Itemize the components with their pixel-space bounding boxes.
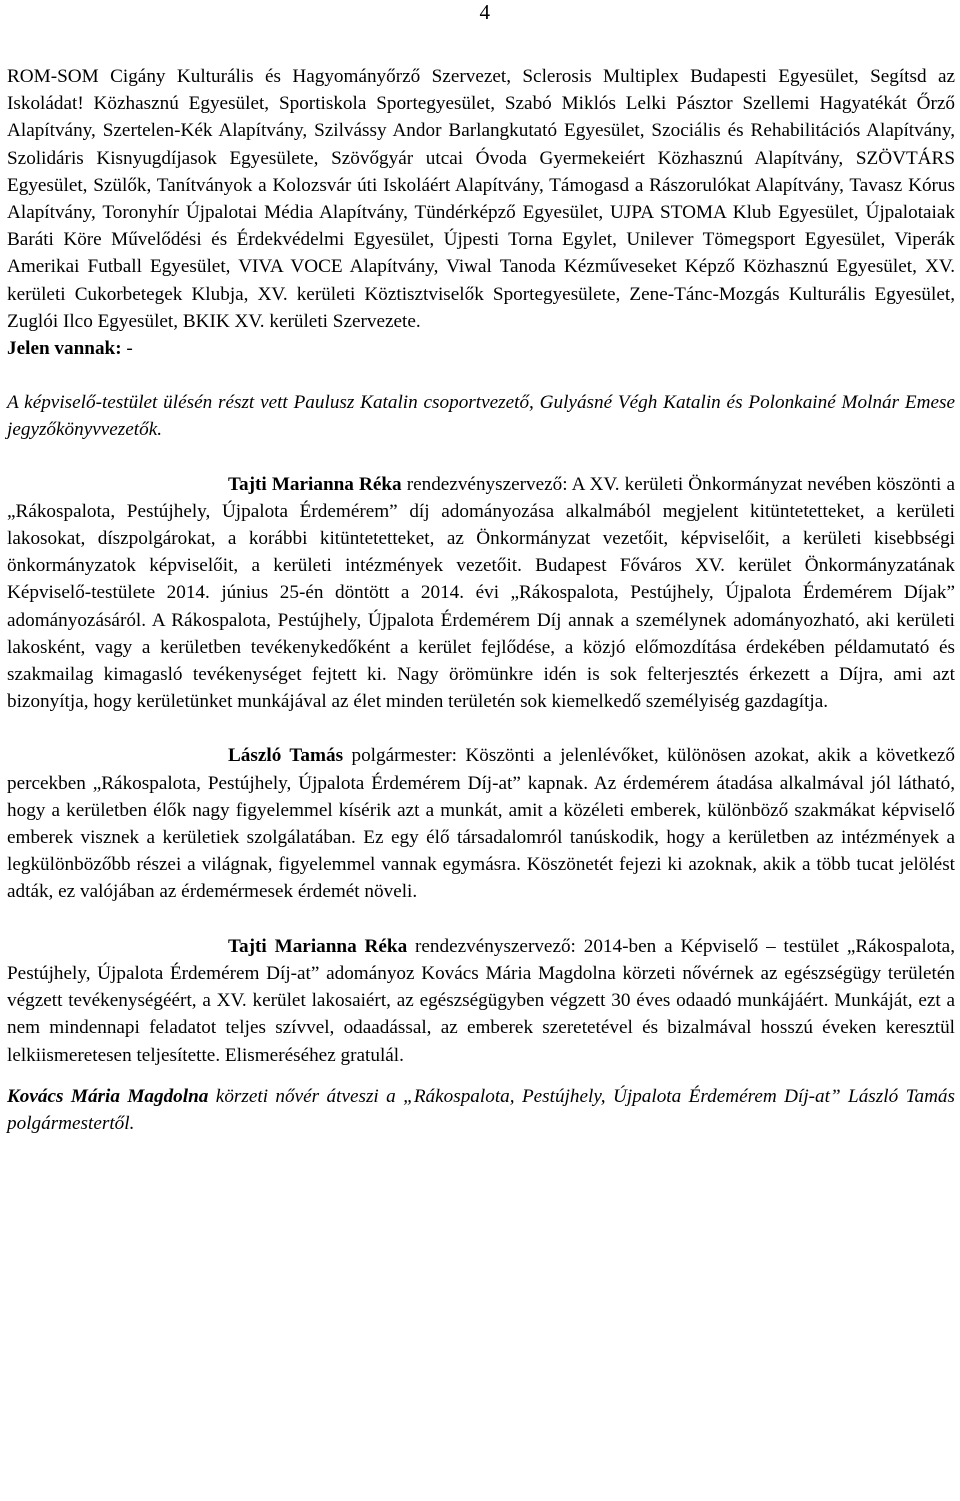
speech-paragraph-2 xyxy=(7,742,955,905)
organizations-paragraph: ROM-SOM Cigány Kulturális és Hagyományőrző Szervezet, Sclerosis Multiplex Budapesti Egyesület, Segítsd az Iskoládat! Közhasznú Egyesület, Sportiskola Sportegyesület, Szabó Miklós Lelki Pásztor Szellemi Hagyatékát Őrző Alapítvány, Szertelen-Kék Alapítvány, Szilvássy Andor Barlangkutató Egyesület, Szociális és Rehabilitációs Alapítvány, Szolidáris Kisnyugdíjasok Egyesülete, Szövőgyár utcai Óvoda Gyermekeiért Közhasznú Alapítvány, SZÖVTÁRS Egyesület, Szülők, Tanítványok a Kolozsvár úti Iskoláért Alapítvány, Támogasd a Rászorulókat Alapítvány, Tavasz Kórus Alapítvány, Toronyhír Újpalotai Média Alapítvány, Tündérképző Egyesület, UJPA STOMA Klub Egyesület, Újpalotaiak Baráti Köre Művelődési és Érdekvédelmi Egyesület, Újpesti Torna Egylet, Unilever Tömegsport Egyesület, Viperák Amerikai Futball Egyesület, VIVA VOCE Alapítvány, Viwal Tanoda Kézműveseket Képző Közhasznú Egyesület, XV. kerületi Cukorbetegek Klubja, XV. kerületi Köztisztviselők Sportegyesülete, Zene-Tánc-Mozgás Kulturális Egyesület, Zuglói Ilco Egyesület, BKIK XV. kerületi Szervezete. xyxy=(7,66,955,332)
speaker-name: Tajti Marianna Réka xyxy=(228,935,408,957)
speech-paragraph-1 xyxy=(7,471,955,716)
present-label: Jelen vannak: xyxy=(7,338,122,360)
speech-text: polgármester: Köszönti a jelenlévőket, különösen azokat, akik a következő percekben „Rákospalota, Pestújhely, Újpalota Érdemérem Díj-at” kapnak. Az érdemérem átadása alkalmával jól látható, hogy a kerületben élők nagy figyelemmel kísérik azt a munkát, amit a közéleti emberek, különböző szakmákat képviselő emberek visznek a kerületiek szolgálatában. Ez egy élő társadalomról tanúskodik, hogy a kerületben az intézmények a legkülönbözőbb részei a világnak, figyelemmel vannak egymásra. Köszönetét fejezi ki azoknak, akik a több tucat jelölést adták, ez valójában az érdemérmesek érdemét növeli. xyxy=(7,745,955,903)
speech-text: rendezvényszervező: A XV. kerületi Önkormányzat nevében köszönti a „Rákospalota, Pestújhely, Újpalota Érdemérem” díj adományozása alkalmából megjelent kitüntetetteket, a kerületi lakosokat, díszpolgárokat, a korábbi kitüntetetteket, az Önkormányzat vezetőit, képviselőit, a kerületi kisebbségi önkormányzatok képviselőit, a kerületi intézmények vezetőit. Budapest Főváros XV. kerület Önkormányzatának Képviselő-testülete 2014. június 25-én döntött a 2014. évi „Rákospalota, Pestújhely, Újpalota Érdemérem Díjak” adományozásáról. A Rákospalota, Pestújhely, Újpalota Érdemérem Díj annak a személynek adományozható, aki kerületi lakosként, vagy a kerületben tevékenykedőként a kerület fejlődése, a közjó előmozdítása érdekében példamutató és szakmailag kimagasló tevékenységet fejtett ki. Nagy örömünkre idén is sok felterjesztés érkezett a Díjra, ami azt bizonyítja, hogy kerületünket munkájával az élet minden területén sok kiemelkedő személyiség gazdagítja. xyxy=(7,473,955,713)
speaker-name: Tajti Marianna Réka xyxy=(228,473,402,495)
page-number: 4 xyxy=(479,0,490,24)
present-value: - xyxy=(121,338,133,360)
recipient-name: Kovács Mária Magdolna xyxy=(7,1085,209,1107)
document-body xyxy=(7,63,955,1137)
speech-paragraph-3 xyxy=(7,933,955,1069)
award-paragraph xyxy=(7,1083,955,1137)
attendance-note: A képviselő-testület ülésén részt vett Paulusz Katalin csoportvezető, Gulyásné Végh Katalin és Polonkainé Molnár Emese jegyzőkönyvvezetők. xyxy=(7,392,955,441)
present-line xyxy=(7,335,955,362)
speaker-name: László Tamás xyxy=(228,745,344,767)
award-text: körzeti nővér átveszi a „Rákospalota, Pestújhely, Újpalota Érdemérem Díj-at” László Tamás polgármestertől. xyxy=(7,1085,955,1134)
speech-text: rendezvényszervező: 2014-ben a Képviselő – testület „Rákospalota, Pestújhely, Újpalota Érdemérem Díj-at” adományoz Kovács Mária Magdolna körzeti nővérnek az egészségügy területén végzett tevékenységéért, a XV. kerület lakosaiért, az egészségügyben végzett 30 éves odaadó munkájáért. Munkáját, ezt a nem mindennapi feladatot teljes szívvel, odaadással, az emberek szeretetével és bizalmával hosszú éveken keresztül lelkiismeretesen teljesítette. Elismeréséhez gratulál. xyxy=(7,935,955,1066)
